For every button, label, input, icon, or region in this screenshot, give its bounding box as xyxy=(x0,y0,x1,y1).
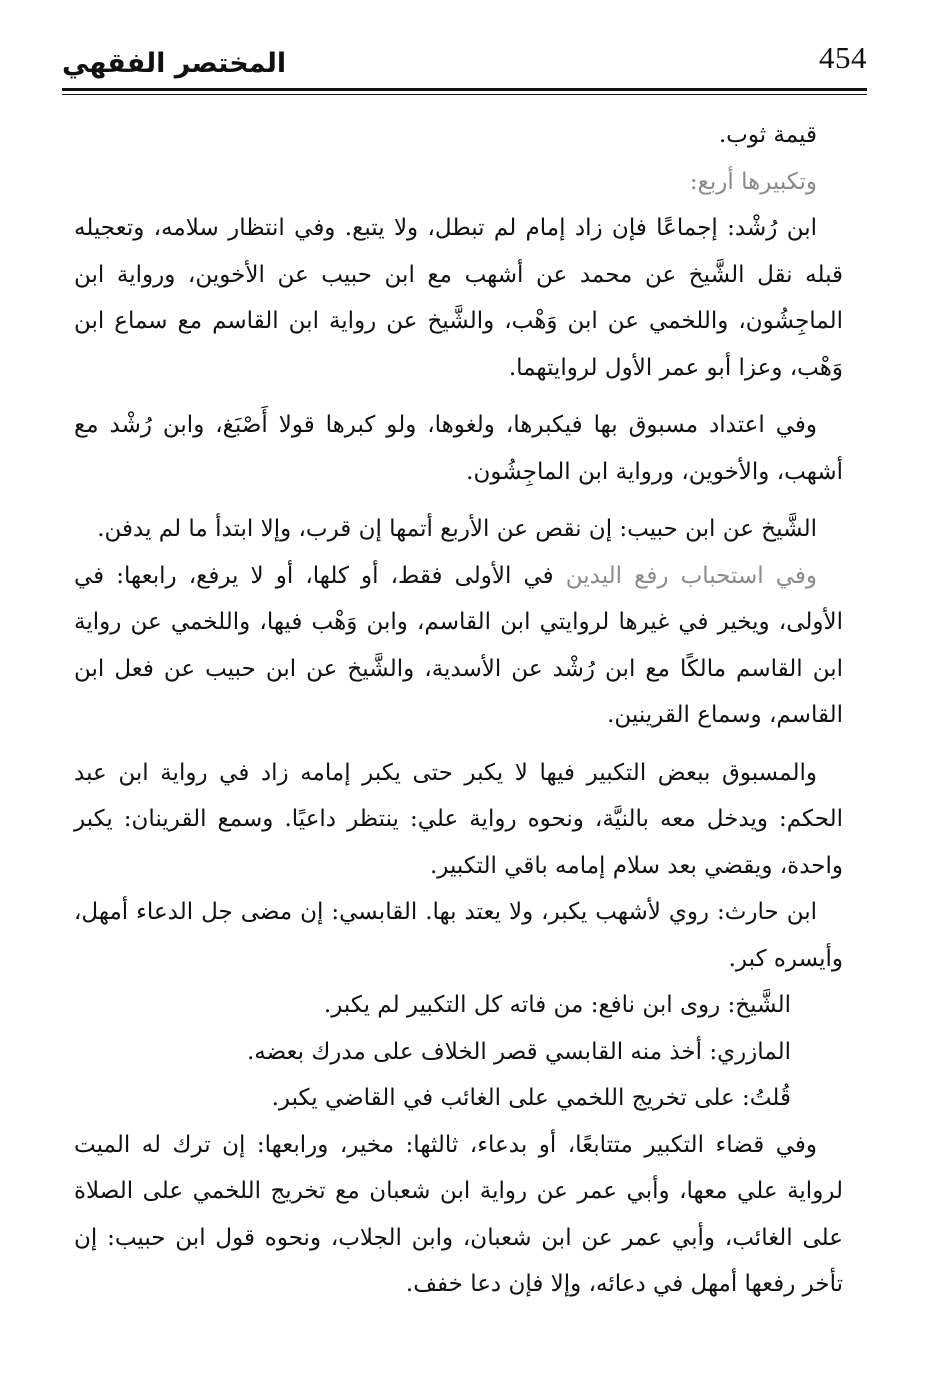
paragraph-6-text: في الأولى فقط، أو كلها، أو لا يرفع، رابعها: في الأولى، ويخير في غيرها لروايتي ابن القاسم، وابن وَهْب فيها، واللخمي عن رواية ابن القاسم مالكًا مع ابن رُشْد عن الأسدية، والشَّيخ عن ابن حبيب عن فعل ابن القاسم، وسماع القرينين. xyxy=(74,562,843,728)
paragraph-3: ابن رُشْد: إجماعًا فإن زاد إمام لم تبطل، ولا يتبع. وفي انتظار سلامه، وتعجيله قبله نقل الشَّيخ عن محمد عن أشهب مع ابن حبيب عن الأخوين، ورواية ابن الماجِشُون، واللخمي عن ابن وَهْب، والشَّيخ عن رواية ابن القاسم مع سماع ابن وَهْب، وعزا أبو عمر الأول لروايتهما. xyxy=(74,215,843,381)
paragraph-9: الشَّيخ: روى ابن نافع: من فاته كل التكبير لم يكبر. xyxy=(323,992,791,1018)
paragraph-5: الشَّيخ عن ابن حبيب: إن نقص عن الأربع أتمها إن قرب، وإلا ابتدأ ما لم يدفن. xyxy=(97,516,817,542)
paragraph-11: قُلتُ: على تخريج اللخمي على الغائب في القاضي يكبر. xyxy=(271,1085,791,1111)
book-title: المختصر الفقهي xyxy=(62,48,287,79)
running-header xyxy=(62,38,867,90)
page-number: 454 xyxy=(819,40,867,75)
paragraph-4: وفي اعتداد مسبوق بها فيكبرها، ولغوها، ولو كبرها قولا أَصْبَغ، وابن رُشْد مع أشهب، والأخوين، ورواية ابن الماجِشُون. xyxy=(74,412,843,485)
paragraph-8: ابن حارث: روي لأشهب يكبر، ولا يعتد بها. القابسي: إن مضى جل الدعاء أمهل، وأيسره كبر. xyxy=(74,899,843,972)
page-body xyxy=(74,112,843,1308)
paragraph-6-faded-lead: وفي استحباب رفع اليدين xyxy=(565,562,817,589)
paragraph-12: وفي قضاء التكبير متتابعًا، أو بدعاء، ثالثها: مخير، ورابعها: إن ترك له الميت لرواية علي معها، وأبي عمر عن رواية ابن شعبان مع تخريج اللخمي على الصلاة على الغائب، وأبي عمر عن ابن شعبان، وابن الجلاب، ونحوه قول ابن حبيب: إن تأخر رفعها أمهل في دعائه، وإلا فإن دعا خفف. xyxy=(74,1131,843,1297)
header-rule-thick xyxy=(62,88,867,91)
paragraph-6 xyxy=(74,553,843,739)
paragraph-7: والمسبوق ببعض التكبير فيها لا يكبر حتى يكبر إمامه زاد في رواية ابن عبد الحكم: ويدخل معه بالنيَّة، ونحوه رواية علي: ينتظر داعيًا. وسمع القرينان: يكبر واحدة، ويقضي بعد سلام إمامه باقي التكبير. xyxy=(74,759,843,879)
paragraph-2-heading: وتكبيرها أربع: xyxy=(689,168,817,195)
header-rule-thin xyxy=(62,94,867,95)
paragraph-10: المازري: أخذ منه القابسي قصر الخلاف على مدرك بعضه. xyxy=(246,1038,791,1065)
paragraph-1: قيمة ثوب. xyxy=(718,122,817,148)
